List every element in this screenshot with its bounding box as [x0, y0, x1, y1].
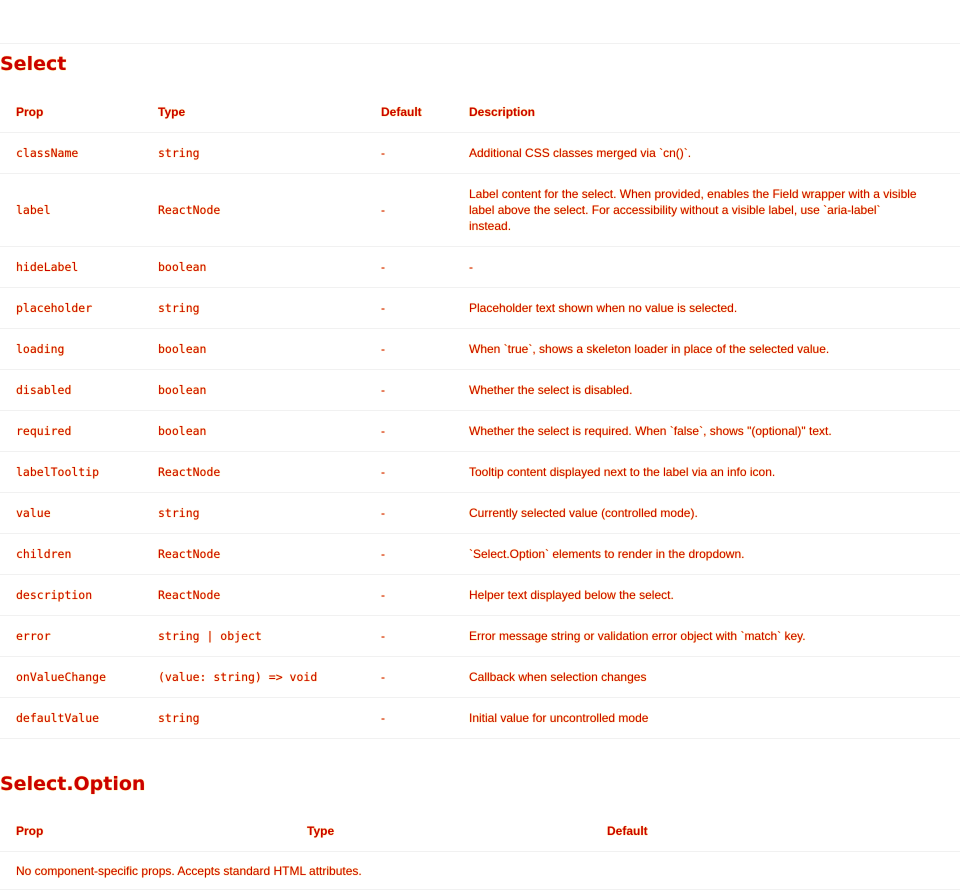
props-table-select	[0, 92, 960, 739]
cell-description: When `true`, shows a skeleton loader in place of the selected value.	[453, 328, 960, 369]
header-description: Description	[453, 92, 960, 132]
cell-default: -	[365, 492, 453, 533]
cell-prop: defaultValue	[0, 697, 142, 738]
cell-description: Callback when selection changes	[453, 656, 960, 697]
cell-description: Tooltip content displayed next to the label via an info icon.	[453, 451, 960, 492]
cell-type: string	[142, 132, 365, 173]
cell-description: Whether the select is disabled.	[453, 369, 960, 410]
cell-type: string	[142, 697, 365, 738]
header-prop: Prop	[0, 92, 142, 132]
cell-description: Placeholder text shown when no value is selected.	[453, 287, 960, 328]
section-title-select-option: Select.Option	[0, 772, 146, 795]
cell-prop: placeholder	[0, 287, 142, 328]
table-row	[0, 656, 960, 697]
table-row	[0, 492, 960, 533]
table-row	[0, 246, 960, 287]
table-header-row	[0, 92, 960, 132]
cell-default: -	[365, 533, 453, 574]
table-row	[0, 451, 960, 492]
cell-type: string	[142, 287, 365, 328]
cell-type: boolean	[142, 328, 365, 369]
cell-prop: children	[0, 533, 142, 574]
table-row	[0, 287, 960, 328]
cell-prop: hideLabel	[0, 246, 142, 287]
cell-default: -	[365, 410, 453, 451]
empty-message: No component-specific props. Accepts standard HTML attributes.	[0, 852, 960, 890]
table-row	[0, 369, 960, 410]
cell-type: boolean	[142, 369, 365, 410]
cell-prop: required	[0, 410, 142, 451]
table-row	[0, 410, 960, 451]
table-row	[0, 574, 960, 615]
cell-default: -	[365, 574, 453, 615]
cell-prop: onValueChange	[0, 656, 142, 697]
cell-description: Initial value for uncontrolled mode	[453, 697, 960, 738]
cell-prop: value	[0, 492, 142, 533]
header-default: Default	[365, 92, 453, 132]
cell-type: ReactNode	[142, 533, 365, 574]
top-bar	[0, 0, 960, 44]
cell-description: Error message string or validation error object with `match` key.	[453, 615, 960, 656]
table-row	[0, 615, 960, 656]
cell-default: -	[365, 287, 453, 328]
cell-description: Whether the select is required. When `false`, shows "(optional)" text.	[453, 410, 960, 451]
cell-description: Label content for the select. When provided, enables the Field wrapper with a visible label above the select. For accessibility without a visible label, use `aria-label` instead.	[453, 173, 960, 246]
table-row-empty	[0, 852, 960, 890]
table-row	[0, 132, 960, 173]
cell-description: Currently selected value (controlled mode).	[453, 492, 960, 533]
cell-description: -	[453, 246, 960, 287]
header-type: Type	[291, 812, 591, 852]
cell-type: ReactNode	[142, 574, 365, 615]
cell-prop: error	[0, 615, 142, 656]
cell-default: -	[365, 246, 453, 287]
header-default: Default	[591, 812, 960, 852]
cell-type: string | object	[142, 615, 365, 656]
cell-default: -	[365, 328, 453, 369]
cell-type: (value: string) => void	[142, 656, 365, 697]
cell-default: -	[365, 697, 453, 738]
cell-default: -	[365, 369, 453, 410]
cell-default: -	[365, 615, 453, 656]
cell-type: string	[142, 492, 365, 533]
cell-type: ReactNode	[142, 173, 365, 246]
cell-prop: description	[0, 574, 142, 615]
cell-type: boolean	[142, 410, 365, 451]
header-type: Type	[142, 92, 365, 132]
table-header-row	[0, 812, 960, 852]
props-table-select-option	[0, 812, 960, 891]
table-row	[0, 173, 960, 246]
cell-prop: labelTooltip	[0, 451, 142, 492]
table-row	[0, 328, 960, 369]
section-title-select: Select	[0, 53, 67, 75]
cell-default: -	[365, 173, 453, 246]
cell-type: ReactNode	[142, 451, 365, 492]
cell-default: -	[365, 451, 453, 492]
cell-prop: disabled	[0, 369, 142, 410]
cell-type: boolean	[142, 246, 365, 287]
cell-description: `Select.Option` elements to render in the dropdown.	[453, 533, 960, 574]
table-row	[0, 697, 960, 738]
table-row	[0, 533, 960, 574]
cell-prop: className	[0, 132, 142, 173]
cell-description: Additional CSS classes merged via `cn()`.	[453, 132, 960, 173]
cell-prop: label	[0, 173, 142, 246]
cell-description: Helper text displayed below the select.	[453, 574, 960, 615]
cell-prop: loading	[0, 328, 142, 369]
header-prop: Prop	[0, 812, 291, 852]
cell-default: -	[365, 656, 453, 697]
cell-default: -	[365, 132, 453, 173]
